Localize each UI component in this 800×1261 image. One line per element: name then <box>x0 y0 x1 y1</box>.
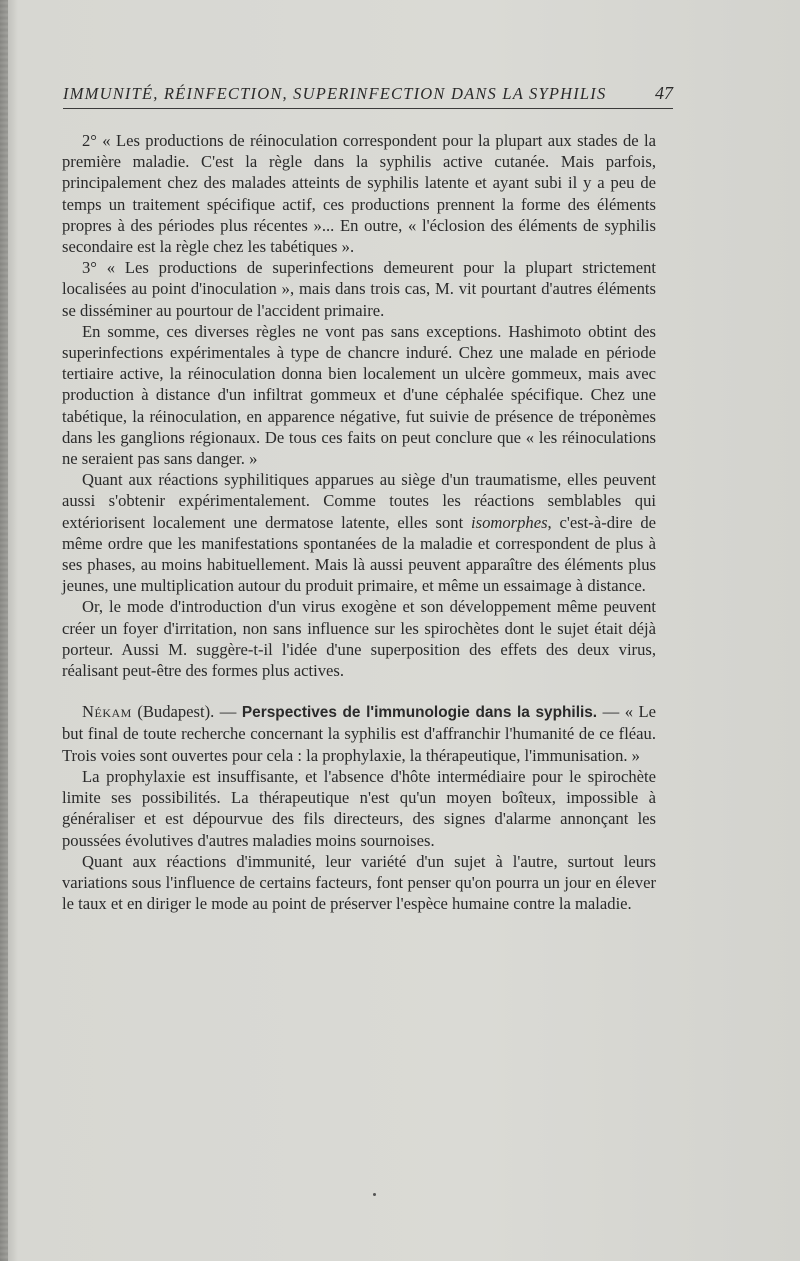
paragraph-exceptions: En somme, ces diverses règles ne vont pas sans exceptions. Hashimoto obtint des superinfections expérimentales à type de chancre induré. Chez une malade en période tertiaire active, la réinoculation donna bien localement un ulcère gommeux, mais avec production à distance d'un infiltrat gommeux et d'une céphalée spécifique. Chez une tabétique, la réinoculation, en apparence négative, fut suivie de présence de tréponèmes dans les ganglions régionaux. De tous ces faits on peut conclure que « les réinoculations ne seraient pas sans danger. » <box>62 321 656 469</box>
italic-term-isomorphes: isomorphes <box>471 512 548 532</box>
body-text <box>62 130 656 914</box>
paragraph-nekam-quote: — « Le but final de toute recherche concernant la syphilis est d'affranchir l'humanité de ce fléau. Trois voies sont ouvertes pour cela : la prophylaxie, la thérapeutique, l'immunisation. » <box>62 702 657 765</box>
page-binding-edge <box>0 0 8 1261</box>
section-gap <box>62 681 656 701</box>
section-title: Perspectives de l'immunologie dans la syphilis. <box>241 704 598 722</box>
running-title: IMMUNITÉ, RÉINFECTION, SUPERINFECTION DANS LA SYPHILIS <box>63 84 607 103</box>
page-number: 47 <box>655 83 673 103</box>
author-name: Nékam <box>82 702 132 722</box>
paragraph-reinoculation: 2° « Les productions de réinoculation correspondent pour la plupart aux stades de la première maladie. C'est la règle dans la syphilis active cutanée. Mais parfois, principalement chez des malades atteints de syphilis latente et ayant subi il y a peu de temps un traitement spécifique actif, ces productions prennent la forme des éléments propres à des périodes plus récentes »... En outre, « l'éclosion des éléments de syphilis secondaire est la règle chez les tabétiques ». <box>62 131 656 257</box>
paragraph-traumatisme <box>62 469 656 596</box>
paragraph-virus-exogene: Or, le mode d'introduction d'un virus exogène et son développement même peuvent créer un foyer d'irritation, non sans influence sur les spirochètes dont le sujet était déjà porteur. Aussi M. suggère-t-il l'idée d'une superposition des effets des deux virus, réalisant peut-être des formes plus actives. <box>62 597 656 681</box>
paragraph-traumatisme-end: , c'est-à-dire de même ordre que les manifestations spontanées de la maladie et correspondent de plus à ses phases, au moins habituellement. Mais là aussi peuvent apparaître des éléments plus jeunes, une multiplication autour du produit primaire, et même un essaimage à distance. <box>62 512 656 596</box>
paragraph-superinfection: 3° « Les productions de superinfections demeurent pour la plupart strictement localisées au point d'inoculation », mais dans trois cas, M. vit pourtant d'autres éléments se disséminer au pourtour de l'accident primaire. <box>62 258 656 320</box>
page-header <box>63 82 673 109</box>
paragraph-prophylaxie: La prophylaxie est insuffisante, et l'absence d'hôte intermédiaire pour le spirochète limite ses possibilités. La thérapeutique n'est qu'un moyen boîteux, impossible à généraliser et est dépourvue des fils directeurs, des signes d'alarme annonçant les poussées évolutives d'autres maladies moins sournoises. <box>62 766 656 850</box>
paragraph-immunite: Quant aux réactions d'immunité, leur variété d'un sujet à l'autre, surtout leurs variations sous l'influence de certains facteurs, font penser qu'on pourra un jour en élever le taux et en diriger le mode au point de préserver l'espèce humaine contre la maladie. <box>62 851 656 914</box>
author-city: (Budapest). — <box>131 702 242 722</box>
paragraph-nekam-intro <box>62 701 656 766</box>
paragraph-traumatisme-start: Quant aux réactions syphilitiques apparues au siège d'un traumatisme, elles peuvent aussi s'obtenir expérimentalement. Comme toutes les réactions semblables qui extériorisent localement une dermatose latente, elles sont <box>62 470 656 532</box>
print-speck <box>373 1193 376 1196</box>
